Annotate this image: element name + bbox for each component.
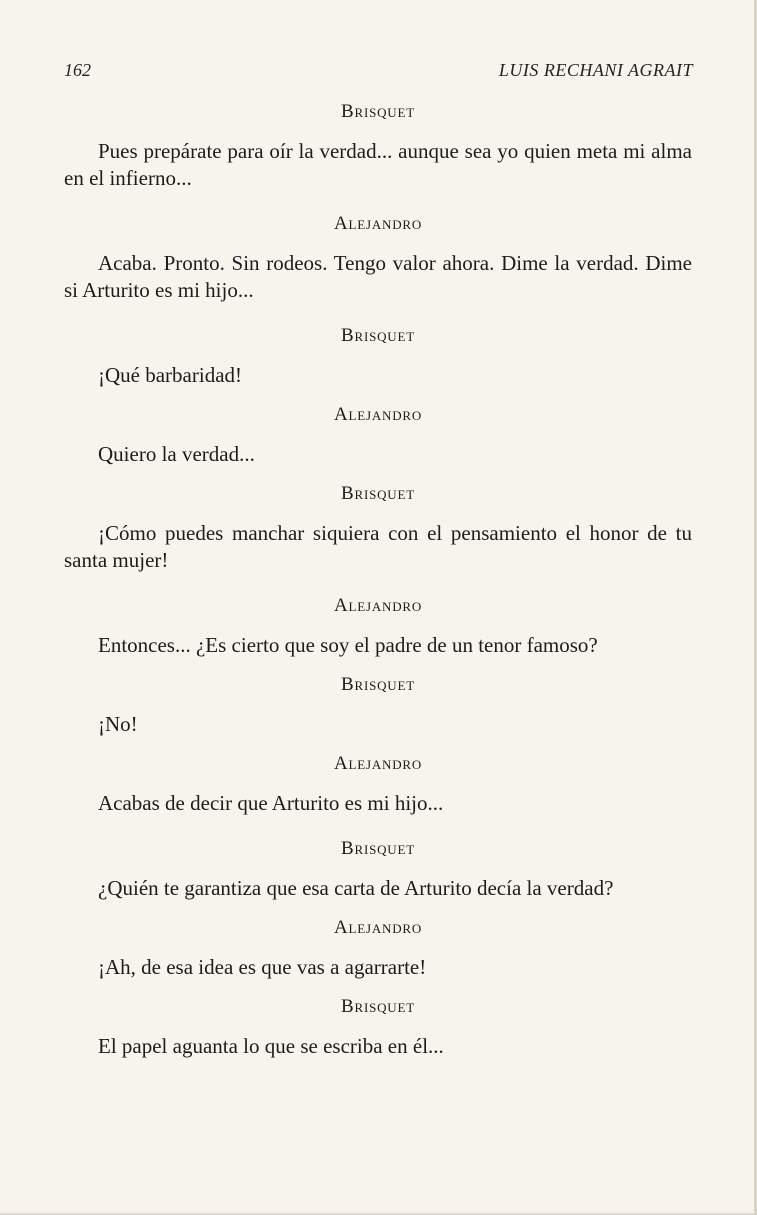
dialogue-line: ¡Cómo puedes manchar siquiera con el pensamiento el honor de tu santa mujer! [64,521,692,572]
page-number: 162 [64,60,91,80]
dialogue-line: ¡Qué barbaridad! [98,363,243,387]
speaker-name: Alejandro [333,404,423,425]
speaker-name: Alejandro [333,595,423,616]
dialogue-line: ¿Quién te garantiza que esa carta de Arturito decía la verdad? [98,876,614,900]
speaker-name: Brisquet [341,838,415,859]
dialogue-line: ¡No! [98,712,138,736]
dialogue-line: Acaba. Pronto. Sin rodeos. Tengo valor ahora. Dime la verdad. Dime si Arturito es mi hijo... [64,251,692,302]
dialogue-line: ¡Ah, de esa idea es que vas a agarrarte! [98,955,427,979]
speaker-name: Alejandro [333,917,423,938]
speaker-name: Brisquet [341,483,415,504]
speaker-name: Brisquet [341,996,415,1017]
dialogue-text [64,100,692,1060]
speaker-name: Alejandro [333,213,423,234]
running-title: LUIS RECHANI AGRAIT [498,60,693,80]
dialogue-line: Acabas de decir que Arturito es mi hijo... [98,791,444,815]
running-head [64,60,693,86]
speaker-name: Brisquet [341,674,415,695]
dialogue-line: Pues prepárate para oír la verdad... aunque sea yo quien meta mi alma en el infierno... [64,139,692,190]
dialogue-line: Entonces... ¿Es cierto que soy el padre de un tenor famoso? [98,633,598,657]
speaker-name: Brisquet [341,325,415,346]
dialogue-line: El papel aguanta lo que se escriba en él... [98,1034,444,1058]
dialogue-line: Quiero la verdad... [98,442,255,466]
speaker-name: Brisquet [341,101,415,122]
speaker-name: Alejandro [333,753,423,774]
